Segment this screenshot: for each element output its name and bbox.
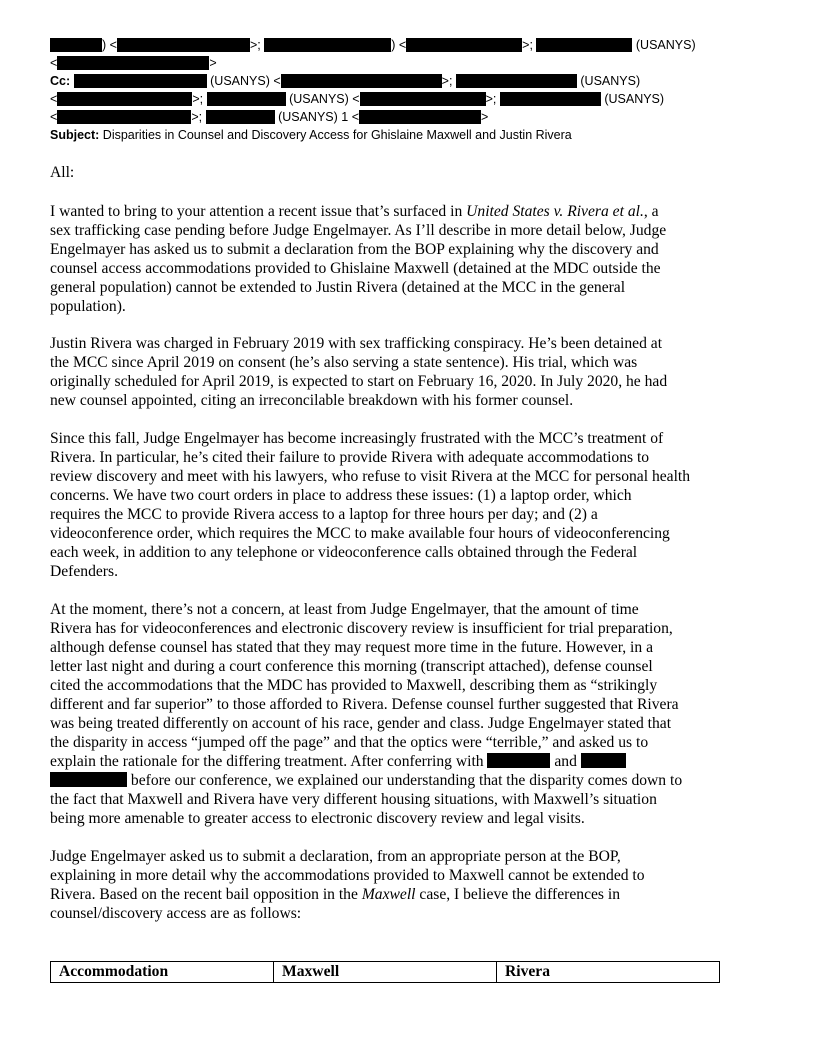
paragraph-3: Since this fall, Judge Engelmayer has become increasingly frustrated with the MCC’s treatment of Rivera. In particular, he’s cited their failure to provide Rivera with adequate accommodations to review discovery and meet with his lawyers, who refuse to visit Rivera at the MCC for personal health concerns. We have two court orders in place to address these issues: (1) a laptop order, which requires the MCC to provide Rivera access to a laptop for three hours per day; and (2) a videoconference order, which requires the MCC to make available four hours of videoconferencing each week, in addition to any telephone or videoconference calls obtained through the Federal Defenders. xyxy=(50,430,691,580)
header-to-line-2: < > xyxy=(50,56,217,70)
redaction-block xyxy=(50,38,102,52)
table-header-accommodation: Accommodation xyxy=(51,962,274,983)
table-header-rivera: Rivera xyxy=(497,962,720,983)
redaction-block xyxy=(456,74,577,88)
redaction-block xyxy=(57,110,191,124)
subject-label: Subject: xyxy=(50,128,100,142)
case-name: Maxwell xyxy=(361,886,416,903)
subject-text: Disparities in Counsel and Discovery Access for Ghislaine Maxwell and Justin Rivera xyxy=(102,128,572,142)
accommodation-table xyxy=(50,961,720,983)
header-cc-line-1: Cc: (USANYS) < >; (USANYS) xyxy=(50,74,641,88)
paragraph-1: I wanted to bring to your attention a recent issue that’s surfaced in United States v. Rivera et al., a sex trafficking case pending before Judge Engelmayer. As I’ll describe in more detail below, Judge Engelmayer has asked us to submit a declaration from the BOP explaining why the discovery and counsel access accommodations provided to Ghislaine Maxwell (detained at the MDC outside the general population) cannot be extended to Justin Rivera (detained at the MCC in the general population). xyxy=(50,203,667,315)
paragraph-5: Judge Engelmayer asked us to submit a declaration, from an appropriate person at the BOP, explaining in more detail why the accommodations provided to Maxwell cannot be extended to Rivera. Based on the recent bail opposition in the Maxwell case, I believe the differences in counsel/discovery access are as follows: xyxy=(50,848,645,922)
header-cc-line-3: < >; (USANYS) 1 < > xyxy=(50,110,489,124)
header-subject-line xyxy=(50,127,572,143)
redaction-block xyxy=(57,56,209,70)
redaction-block xyxy=(50,772,127,787)
redaction-block xyxy=(57,92,192,106)
redaction-block xyxy=(74,74,207,88)
header-to-line-1: ) < >; ) < >; (USANYS) xyxy=(50,37,696,53)
paragraph-2: Justin Rivera was charged in February 2019 with sex trafficking conspiracy. He’s been detained at the MCC since April 2019 on consent (he’s also serving a state sentence). His trial, which was originally scheduled for April 2019, is expected to start on February 16, 2020. In July 2020, he had new counsel appointed, citing an irreconcilable breakdown with his former counsel. xyxy=(50,335,668,409)
table-header-row xyxy=(51,962,720,983)
redaction-block xyxy=(581,753,626,768)
redaction-block xyxy=(487,753,550,768)
table-header-maxwell: Maxwell xyxy=(274,962,497,983)
salutation: All: xyxy=(50,164,75,181)
redaction-block xyxy=(117,38,250,52)
redaction-block xyxy=(360,92,486,106)
redaction-block xyxy=(500,92,601,106)
redaction-block xyxy=(206,110,275,124)
redaction-block xyxy=(281,74,442,88)
redaction-block xyxy=(264,38,391,52)
header-cc-line-2: < >; (USANYS) < >; (USANYS) xyxy=(50,92,665,106)
cc-label: Cc: xyxy=(50,74,71,88)
case-name: United States v. Rivera et al. xyxy=(466,203,644,220)
redaction-block xyxy=(207,92,286,106)
redaction-block xyxy=(406,38,522,52)
redaction-block xyxy=(359,110,481,124)
paragraph-4: At the moment, there’s not a concern, at least from Judge Engelmayer, that the amount of time Rivera has for videoconferences and electronic discovery review is insufficient for trial preparation, although defense counsel has stated that they may request more time in the future. However, in a letter last night and during a court conference this morning (transcript attached), defense counsel cited the accommodations that the MDC has provided to Maxwell, describing them as “strikingly different and far superior” to those afforded to Rivera. Defense counsel further suggested that Rivera was being treated differently on account of his race, gender and class. Judge Engelmayer stated that the disparity in access “jumped off the page” and that the optics were “terrible,” and asked us to explain the rationale for the differing treatment. After conferring with and before our conference, we explained our understanding that the disparity comes down to the fact that Maxwell and Rivera have very different housing situations, with Maxwell’s situation being more amenable to greater access to electronic discovery review and legal visits. xyxy=(50,601,683,827)
redaction-block xyxy=(536,38,632,52)
